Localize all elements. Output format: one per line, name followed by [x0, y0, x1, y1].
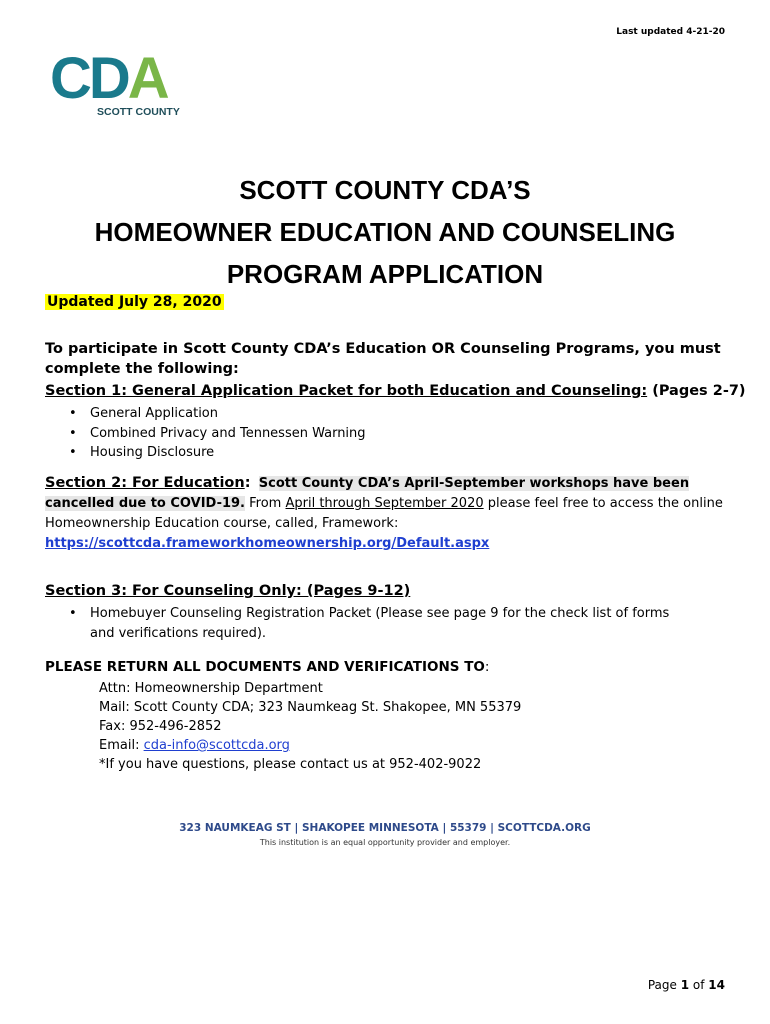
section-1-heading	[45, 383, 746, 399]
list-item: • General Application	[45, 404, 735, 424]
section-2-from: From	[245, 496, 286, 511]
section-3-list	[45, 604, 675, 643]
section-2-rest: please feel free to access the online Homeownership Education course, called, Framework:	[45, 496, 723, 531]
title-line-3: PROGRAM APPLICATION	[226, 259, 544, 289]
section-2-heading: Section 2: For Education	[45, 475, 245, 491]
section-2-colon: :	[244, 475, 251, 491]
fax-line: Fax: 952-496-2852	[99, 719, 222, 734]
logo-letter: C	[50, 48, 89, 111]
return-heading	[45, 659, 489, 675]
logo-subtext: SCOTT COUNTY	[97, 106, 180, 118]
email-label: Email:	[99, 738, 144, 753]
mail-line: Mail: Scott County CDA; 323 Naumkeag St. Shakopee, MN 55379	[99, 700, 522, 715]
covid-notice: Scott County CDA’s April-September workshops have been cancelled due to COVID-19.	[45, 476, 690, 511]
list-item: • Homebuyer Counseling Registration Packet (Please see page 9 for the check list of forms and verifications required).	[45, 604, 675, 643]
section-1-pages: (Pages 2-7)	[647, 383, 746, 399]
questions-line: *If you have questions, please contact us at 952-402-9022	[99, 757, 482, 772]
updated-date: Updated July 28, 2020	[47, 294, 222, 310]
footer-address: 323 NAUMKEAG ST | SHAKOPEE MINNESOTA | 55379 | SCOTTCDA.ORG	[179, 822, 591, 834]
section-1-list	[45, 404, 735, 463]
page-total: 14	[708, 978, 725, 992]
page-of: of	[689, 978, 709, 992]
return-heading-colon: :	[484, 659, 490, 675]
logo-graphic	[50, 48, 195, 120]
section-1-title: Section 1: General Application Packet for both Education and Counseling:	[45, 383, 648, 399]
return-heading-text: PLEASE RETURN ALL DOCUMENTS AND VERIFICATIONS TO	[45, 659, 485, 675]
logo-letters	[50, 48, 169, 111]
page-number	[648, 978, 725, 992]
logo-letter: D	[88, 48, 128, 111]
logo-letter: A	[127, 48, 167, 111]
section-2-dates: April through September 2020	[285, 496, 484, 511]
email-link[interactable]: cda-info@scottcda.org	[143, 738, 290, 753]
list-item: • Housing Disclosure	[45, 443, 735, 463]
list-item: • Combined Privacy and Tennessen Warning	[45, 424, 735, 444]
footer-equal-opportunity: This institution is an equal opportunity provider and employer.	[259, 838, 511, 847]
cda-logo	[50, 48, 195, 120]
page-label: Page	[647, 978, 681, 992]
email-line	[99, 736, 521, 755]
last-updated-note: Last updated 4-21-20	[616, 27, 725, 37]
return-address	[99, 679, 521, 774]
title-line-1: SCOTT COUNTY CDA’S	[239, 175, 531, 205]
title-line-2: HOMEOWNER EDUCATION AND COUNSELING	[94, 217, 676, 247]
page-current: 1	[680, 978, 690, 992]
framework-link[interactable]: https://scottcda.frameworkhomeownership.org/Default.aspx	[45, 536, 490, 551]
intro-text: To participate in Scott County CDA’s Education OR Counseling Programs, you must complete the following:	[45, 341, 721, 377]
section-3-heading: Section 3: For Counseling Only: (Pages 9-12)	[45, 583, 411, 599]
section-2	[45, 473, 725, 554]
attn-line: Attn: Homeownership Department	[99, 681, 323, 696]
